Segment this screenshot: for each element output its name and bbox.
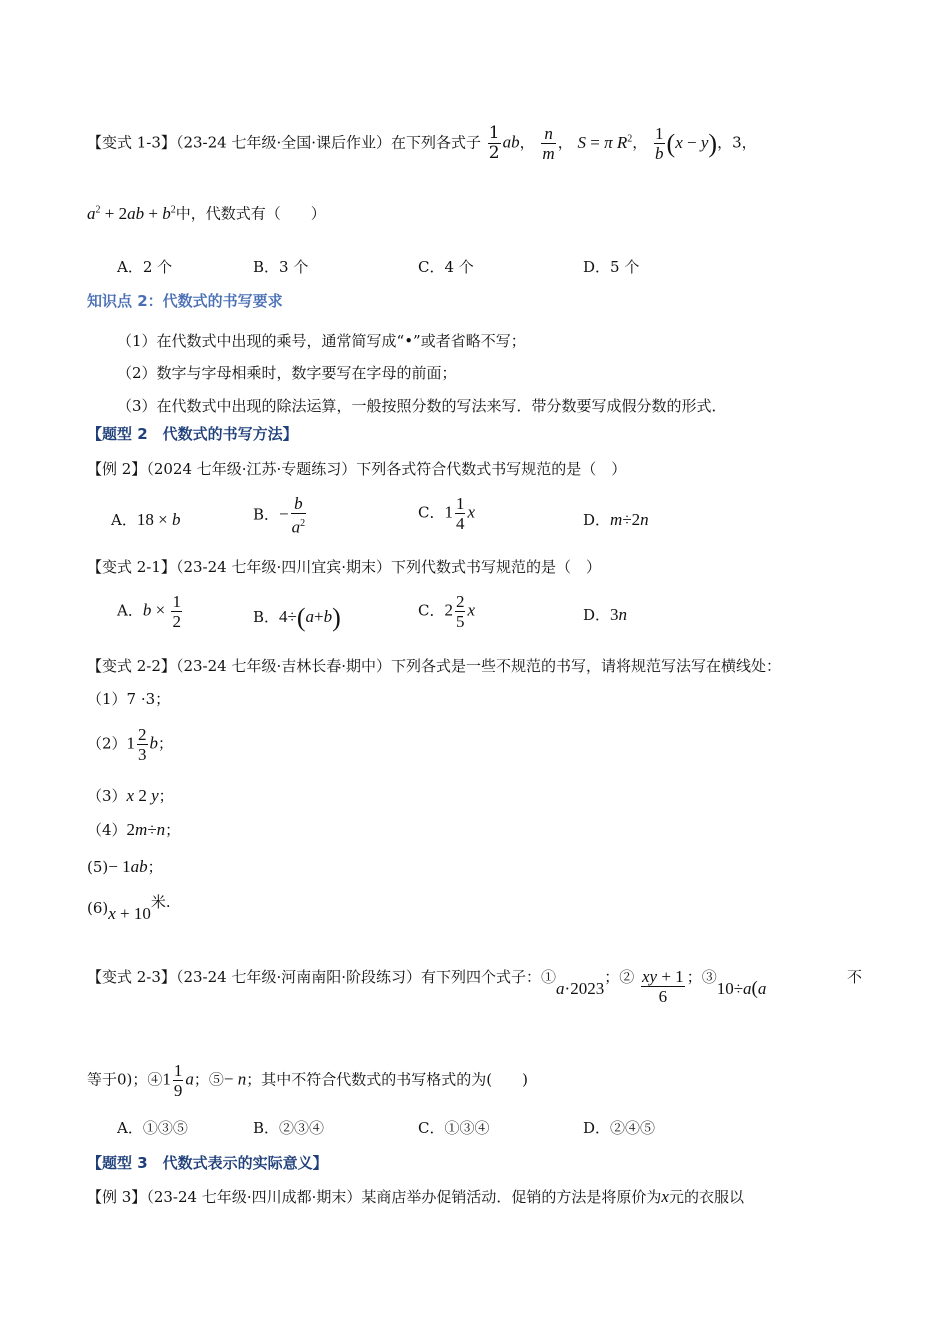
v22-item-1: （1）7 ·3； <box>87 690 171 708</box>
v21-option-b[interactable]: B．4÷(a+b) <box>253 603 341 632</box>
ex2-option-c[interactable]: C．1 $\frac{1}{4}$ x <box>418 494 476 533</box>
fraction-one-ninth: $\frac{1}{9}$ <box>173 1061 183 1100</box>
q13-line1: 【变式 1-3】（23-24 七年级·全国·课后作业）在下列各式子 $\frac{1}{2}$ ab， $\frac{n}{m}$ ， S = π $R^2$， $\frac{1}{b}$ (x − y)，3， <box>87 123 757 163</box>
v21-source: （23-24 七年级·四川宜宾·期末） <box>175 558 391 576</box>
v22-item-3: （3）x 2 y； <box>87 786 174 805</box>
fraction-one-over-b: $\frac{1}{b}$ <box>655 124 664 163</box>
ex3-stem: 【例 3】（23-24 七年级·四川成都·期末）某商店举办促销活动．促销的方法是将原价为x元的衣服以 <box>87 1187 744 1206</box>
v23-label: 【变式 2-3】 <box>87 968 176 986</box>
q13-label: 【变式 1-3】 <box>87 133 176 152</box>
expr-ab: ab <box>502 132 520 152</box>
ex2-option-a[interactable]: A．18 × b <box>111 510 181 529</box>
q13-option-d[interactable]: D．5 个 <box>583 258 640 276</box>
fraction-one-quarter: $\frac{1}{4}$ <box>455 494 465 533</box>
kp2-title: 知识点 2：代数式的书写要求 <box>87 292 283 310</box>
v22-item-6: (6)x + 10米. <box>87 893 171 923</box>
q13-source: （23-24 七年级·全国·课后作业） <box>175 133 391 152</box>
v22-stem: 【变式 2-2】（23-24 七年级·吉林长春·期中）下列各式是一些不规范的书写，请将规范写法写在横线处： <box>87 657 782 675</box>
q13-option-a[interactable]: A．2 个 <box>117 258 173 276</box>
v22-item-5: (5)− 1ab； <box>87 857 163 876</box>
ex2-option-b[interactable]: B．− $\frac{b}{a^2}$ <box>253 494 306 537</box>
q13-option-b[interactable]: B．3 个 <box>253 258 309 276</box>
v23-option-a[interactable]: A．①③⑤ <box>117 1119 188 1137</box>
ex3-label: 【例 3】 <box>87 1188 147 1206</box>
v23-source: （23-24 七年级·河南南阳·阶段练习） <box>175 968 421 986</box>
kp2-item-1: （1）在代数式中出现的乘号，通常简写成“•”或者省略不写； <box>117 332 526 350</box>
type2-title: 【题型 2 代数式的书写方法】 <box>87 425 298 443</box>
expr-x-minus-y: (x − y) <box>666 128 718 158</box>
ex2-option-d[interactable]: D．m÷2n <box>583 510 649 529</box>
fraction-half: $\frac{1}{2}$ <box>488 123 500 163</box>
fraction-n-over-m: $\frac{n}{m}$ <box>542 124 555 163</box>
v23-option-b[interactable]: B．②③④ <box>253 1119 325 1137</box>
fraction-two-thirds: $\frac{2}{3}$ <box>138 725 147 764</box>
v22-item-4: （4）2m÷n； <box>87 820 181 839</box>
q13-line2 <box>87 200 326 224</box>
fraction-two-fifths: $\frac{2}{5}$ <box>455 592 465 631</box>
v21-option-c[interactable]: C．2 $\frac{2}{5}$ x <box>418 592 476 631</box>
v21-option-d[interactable]: D．3n <box>583 605 628 624</box>
kp2-item-2: （2）数字与字母相乘时，数字要写在字母的前面； <box>117 364 457 382</box>
v23-option-d[interactable]: D．②④⑤ <box>583 1119 656 1137</box>
v22-label: 【变式 2-2】 <box>87 657 176 675</box>
v21-label: 【变式 2-1】 <box>87 558 176 576</box>
fraction-b-over-a2: $\frac{b}{a^2}$ <box>291 494 306 537</box>
q13-stem: 在下列各式子 <box>391 133 482 152</box>
q13-three: 3， <box>732 133 757 152</box>
expr-area-formula: S = π $R^2$ <box>577 132 633 152</box>
fraction-half: $\frac{1}{2}$ <box>172 592 181 631</box>
ex2-stem: 【例 2】（2024 七年级·江苏·专题练习）下列各式符合代数式书写规范的是（ ） <box>87 460 627 478</box>
ex3-source: （23-24 七年级·四川成都·期末） <box>146 1188 362 1206</box>
v23-option-c[interactable]: C．①③④ <box>418 1119 490 1137</box>
type3-title: 【题型 3 代数式表示的实际意义】 <box>87 1154 328 1172</box>
expr-m-div-2n: m÷2n <box>610 510 649 529</box>
ex2-source: （2024 七年级·江苏·专题练习） <box>146 460 357 478</box>
v23-not: 不 <box>847 968 863 986</box>
ex2-label: 【例 2】 <box>87 460 147 478</box>
v23-line2: 等于0)；④1 $\frac{1}{9}$ a；⑤− n；其中不符合代数式的书写格式的为( ) <box>87 1061 528 1100</box>
q13-stem-b: 中，代数式有（ ） <box>175 204 326 223</box>
expr-18-times-b: 18 × b <box>136 510 181 529</box>
v22-source: （23-24 七年级·吉林长春·期中） <box>175 657 391 675</box>
v22-item-2: （2）1 $\frac{2}{3}$ b； <box>87 725 174 764</box>
v21-stem: 【变式 2-1】（23-24 七年级·四川宜宾·期末）下列代数式书写规范的是（ ） <box>87 558 602 576</box>
v23-line1: 【变式 2-3】（23-24 七年级·河南南阳·阶段练习）有下列四个式子：①a·2023；② $\frac{xy + 1}{6}$ ；③10÷a(a <box>87 967 767 1006</box>
kp2-item-3: （3）在代数式中出现的除法运算，一般按照分数的写法来写．带分数要写成假分数的形式． <box>117 397 727 415</box>
q13-option-c[interactable]: C．4 个 <box>418 258 474 276</box>
fraction-xy-plus-1-over-6: $\frac{xy + 1}{6}$ <box>642 967 684 1006</box>
expr-square-sum: $a^2 + 2ab + b^2$ <box>87 203 176 223</box>
v21-option-a[interactable]: A．b × $\frac{1}{2}$ <box>117 592 181 631</box>
